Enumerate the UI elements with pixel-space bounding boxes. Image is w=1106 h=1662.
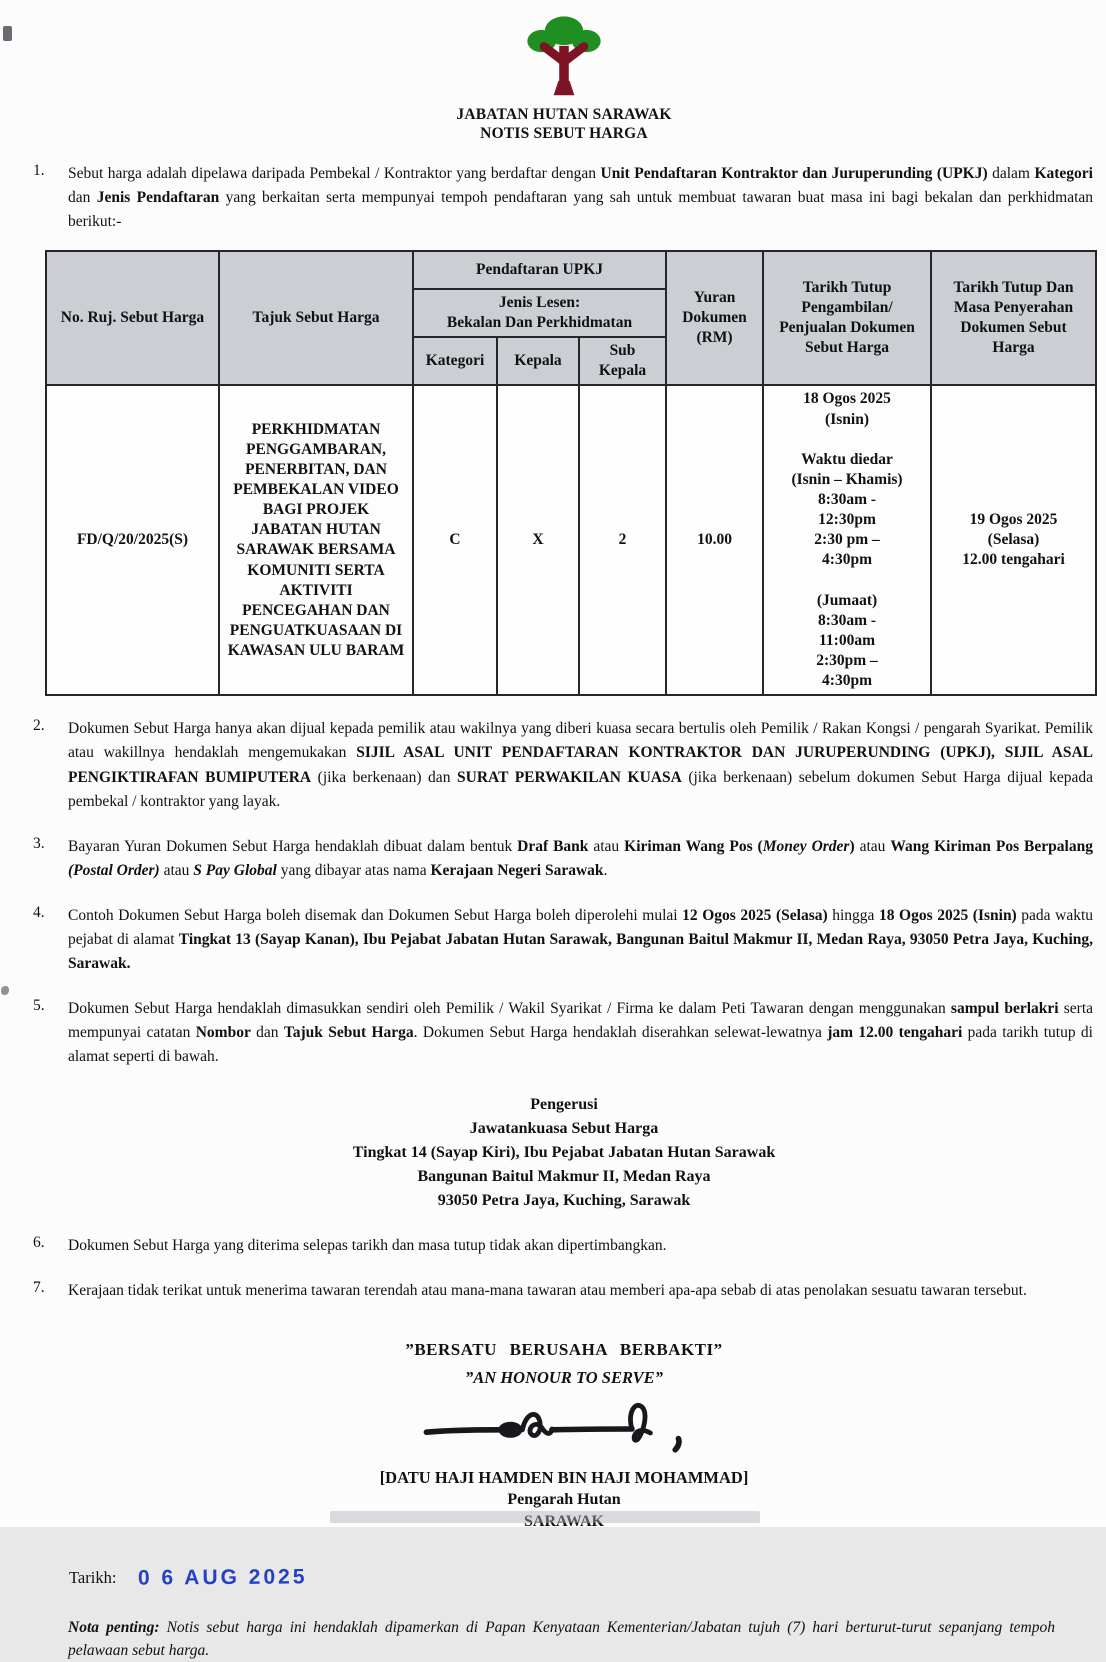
col-header-no-ruj: No. Ruj. Sebut Harga (46, 251, 219, 386)
item-number: 4. (33, 903, 45, 921)
signatory-region: SARAWAK (523, 1513, 604, 1531)
cell-yuran: 10.00 (666, 385, 763, 695)
col-header-jenis-lesen: Jenis Lesen: Bekalan Dan Perkhidmatan (413, 289, 666, 337)
motto-block (33, 1337, 1095, 1391)
col-header-tajuk: Tajuk Sebut Harga (219, 251, 413, 386)
important-note (33, 1616, 1095, 1662)
cell-kategori: C (413, 385, 497, 695)
notice-item-6 (33, 1234, 1095, 1258)
item-number: 3. (33, 834, 45, 852)
notice-item-3 (33, 835, 1095, 883)
motto-secondary: ”AN HONOUR TO SERVE” (465, 1368, 663, 1388)
item-number: 6. (33, 1233, 45, 1251)
doc-title: NOTIS SEBUT HARGA (480, 125, 648, 143)
handwritten-signature-icon (389, 1448, 739, 1465)
item-text: Dokumen Sebut Harga hendaklah dimasukkan sendiri oleh Pemilik / Wakil Syarikat / Firma ke dalam Peti Tawaran dengan menggunakan sampul berlakri serta mempunyai catatan Nombor dan Tajuk Sebut Harga. Dokumen Sebut Harga hendaklah diserahkan selewat-lewatnya jam 12.00 tengahari pada tarikh tutup di alamat seperti di bawah. (68, 999, 1094, 1065)
col-header-kepala: Kepala (497, 337, 579, 385)
col-header-sub-kepala: Sub Kepala (579, 337, 666, 385)
scan-artifact (1, 986, 9, 995)
date-label: Tarikh: (69, 1567, 117, 1587)
col-header-kategori: Kategori (413, 337, 497, 385)
tender-table-row (46, 385, 1096, 695)
signatory-name: [DATU HAJI HAMDEN BIN HAJI MOHAMMAD] (379, 1467, 749, 1487)
item-text: Dokumen Sebut Harga hanya akan dijual kepada pemilik atau wakilnya yang diberi kuasa secara bertulis oleh Pemilik / Rakan Kongsi / pengarah Syarikat. Pemilik atau wakillnya hendaklah mengemukakan SIJIL ASAL UNIT PENDAFTARAN KONTRAKTOR DAN JURUPERUNDING (UPKJ), SIJIL ASAL PENGIKTIRAFAN BUMIPUTERA (jika berkenaan) dan SURAT PERWAKILAN KUASA (jika berkenaan) sebelum dokumen Sebut Harga dijual kepada pembekal / kontraktor yang layak. (68, 720, 1094, 810)
item-number: 7. (33, 1278, 45, 1296)
notice-item-4 (33, 904, 1095, 976)
signatory-block (33, 1466, 1095, 1534)
item-number: 1. (33, 161, 45, 179)
signatory-title: Pengarah Hutan (507, 1491, 621, 1509)
item-text: Dokumen Sebut Harga yang diterima selepas tarikh dan masa tutup tidak akan dipertimbangkan. (68, 1236, 667, 1254)
item-number: 5. (33, 996, 45, 1014)
cell-kepala: X (497, 385, 579, 695)
date-stamp: 0 6 AUG 2025 (138, 1565, 308, 1590)
notice-item-2 (33, 717, 1095, 813)
scan-artifact (330, 1511, 760, 1523)
col-header-pendaftaran-upkj: Pendaftaran UPKJ (413, 251, 666, 289)
notice-item-1 (33, 162, 1095, 234)
col-header-tarikh-penyerahan: Tarikh Tutup Dan Masa Penyerahan Dokumen Sebut Harga (931, 251, 1096, 386)
cell-sub-kepala: 2 (579, 385, 666, 695)
date-row (69, 1566, 1095, 1590)
submission-address-block: Pengerusi Jawatankuasa Sebut Harga Tingkat 14 (Sayap Kiri), Ibu Pejabat Jabatan Hutan Sarawak Bangunan Baitul Makmur II, Medan Raya 93050 Petra Jaya, Kuching, Sarawak (352, 1095, 776, 1209)
tender-table (45, 250, 1097, 697)
document-header (33, 10, 1095, 144)
notice-item-7 (33, 1279, 1095, 1303)
cell-tarikh-pengambilan: 18 Ogos 2025 (Isnin) Waktu diedar (Isnin – Khamis) 8:30am - 12:30pm 2:30 pm – 4:30pm (Jumaat) 8:30am - 11:00am 2:30pm – 4:30pm (763, 385, 931, 695)
item-number: 2. (33, 717, 45, 735)
col-header-tarikh-pengambilan: Tarikh Tutup Pengambilan/ Penjualan Dokumen Sebut Harga (763, 251, 931, 386)
item-text: Kerajaan tidak terikat untuk menerima tawaran terendah atau mana-mana tawaran atau memberi apa-apa sebab di atas penolakan sesuatu tawaran tersebut. (68, 1281, 1027, 1299)
important-note-text: Nota penting: Notis sebut harga ini hendaklah dipamerkan di Papan Kenyataan Kementerian/Jabatan tujuh (7) hari berturut-turut sepanjang tempoh pelawaan sebut harga. (68, 1618, 1055, 1660)
motto-primary: ”BERSATU BERUSAHA BERBAKTI” (405, 1339, 723, 1359)
item-text: Contoh Dokumen Sebut Harga boleh disemak dan Dokumen Sebut Harga boleh diperolehi mulai 12 Ogos 2025 (Selasa) hingga 18 Ogos 2025 (Isnin) pada waktu pejabat di alamat Tingkat 13 (Sayap Kanan), Ibu Pejabat Jabatan Hutan Sarawak, Bangunan Baitul Makmur II, Medan Raya, 93050 Petra Jaya, Kuching, Sarawak. (68, 906, 1094, 972)
col-header-yuran: Yuran Dokumen (RM) (666, 251, 763, 386)
notice-item-5 (33, 997, 1095, 1069)
cell-tajuk: PERKHIDMATAN PENGGAMBARAN, PENERBITAN, DAN PEMBEKALAN VIDEO BAGI PROJEK JABATAN HUTAN SARAWAK BERSAMA KOMUNITI SERTA AKTIVITI PENCEGAHAN DAN PENGUATKUASAAN DI KAWASAN ULU BARAM (219, 385, 413, 695)
org-title: JABATAN HUTAN SARAWAK (456, 106, 672, 123)
scan-artifact (3, 26, 12, 41)
signature-block (33, 1397, 1095, 1466)
forestry-tree-logo-icon (509, 14, 619, 105)
item-text: Bayaran Yuran Dokumen Sebut Harga hendaklah dibuat dalam bentuk Draf Bank atau Kiriman Wang Pos (Money Order) atau Wang Kiriman Pos Berpalang (Postal Order) atau S Pay Global yang dibayar atas nama Kerajaan Negeri Sarawak. (68, 837, 1093, 879)
cell-no-ruj: FD/Q/20/2025(S) (46, 385, 219, 695)
item-text: Sebut harga adalah dipelawa daripada Pembekal / Kontraktor yang berdaftar dengan Unit Pendaftaran Kontraktor dan Juruperunding (UPKJ) dalam Kategori dan Jenis Pendaftaran yang berkaitan serta mempunyai tempoh pendaftaran yang sah untuk membuat tawaran buat masa ini bagi bekalan dan perkhidmatan berikut:- (68, 164, 1094, 230)
cell-tarikh-penyerahan: 19 Ogos 2025 (Selasa) 12.00 tengahari (931, 385, 1096, 695)
